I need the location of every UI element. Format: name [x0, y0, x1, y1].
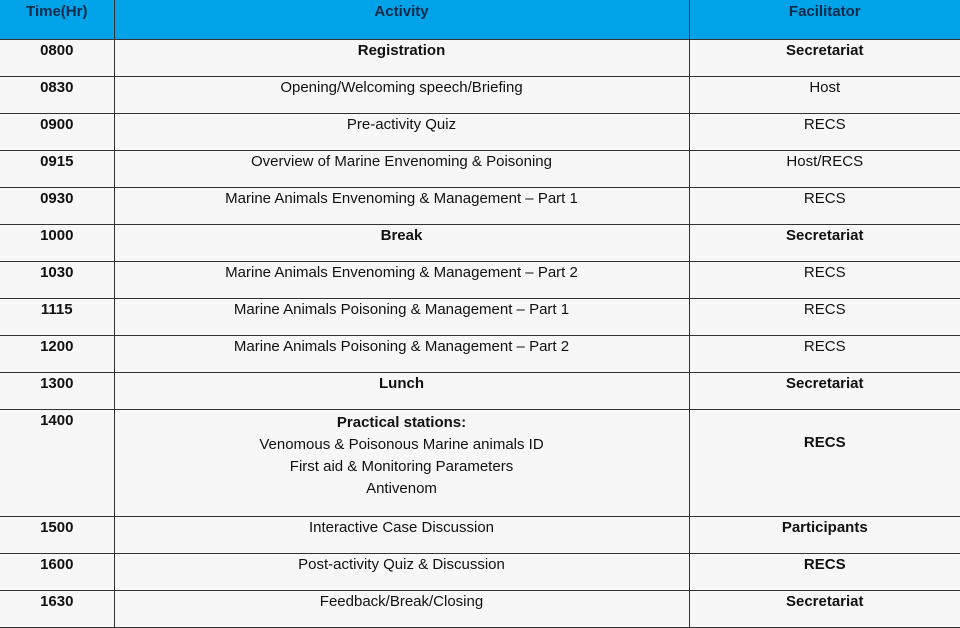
table-row — [0, 151, 960, 188]
table-row-practical — [0, 410, 960, 517]
table-row — [0, 299, 960, 336]
table-row — [0, 554, 960, 591]
facilitator-cell: Secretariat — [689, 225, 960, 262]
facilitator-cell: Secretariat — [689, 40, 960, 77]
time-cell: 0900 — [0, 114, 114, 151]
activity-cell: Marine Animals Envenoming & Management – Part 2 — [114, 262, 689, 299]
time-cell: 1200 — [0, 336, 114, 373]
facilitator-cell: RECS — [689, 188, 960, 225]
header-facilitator: Facilitator — [689, 0, 960, 40]
time-cell: 0930 — [0, 188, 114, 225]
time-cell: 0800 — [0, 40, 114, 77]
activity-cell: Post-activity Quiz & Discussion — [114, 554, 689, 591]
practical-item: First aid & Monitoring Parameters — [289, 458, 514, 475]
facilitator-cell: Host — [689, 77, 960, 114]
time-cell: 1630 — [0, 591, 114, 628]
time-cell: 1400 — [0, 410, 114, 517]
facilitator-cell: Secretariat — [689, 373, 960, 410]
time-cell: 1300 — [0, 373, 114, 410]
activity-cell: Registration — [114, 40, 689, 77]
activity-cell: Opening/Welcoming speech/Briefing — [114, 77, 689, 114]
table-row — [0, 114, 960, 151]
table-row — [0, 40, 960, 77]
table-row — [0, 373, 960, 410]
facilitator-cell — [689, 410, 960, 517]
practical-title: Practical stations: — [336, 414, 467, 431]
table-row — [0, 225, 960, 262]
practical-item: Antivenom — [366, 480, 437, 497]
facilitator-cell: Participants — [689, 517, 960, 554]
activity-cell: Pre-activity Quiz — [114, 114, 689, 151]
table-row — [0, 188, 960, 225]
practical-item: Venomous & Poisonous Marine animals ID — [259, 436, 544, 453]
table-row — [0, 77, 960, 114]
table-row — [0, 591, 960, 628]
activity-cell: Feedback/Break/Closing — [114, 591, 689, 628]
time-cell: 1600 — [0, 554, 114, 591]
practical-facilitator: RECS — [803, 434, 846, 451]
table-row — [0, 517, 960, 554]
activity-cell: Lunch — [114, 373, 689, 410]
facilitator-cell: RECS — [689, 554, 960, 591]
activity-cell: Overview of Marine Envenoming & Poisoning — [114, 151, 689, 188]
header-row — [0, 0, 960, 40]
table-row — [0, 336, 960, 373]
facilitator-cell: RECS — [689, 299, 960, 336]
time-cell: 1115 — [0, 299, 114, 336]
time-cell: 0830 — [0, 77, 114, 114]
time-cell: 1030 — [0, 262, 114, 299]
activity-cell: Marine Animals Poisoning & Management – Part 2 — [114, 336, 689, 373]
facilitator-cell: Secretariat — [689, 591, 960, 628]
header-activity: Activity — [114, 0, 689, 40]
activity-cell — [114, 410, 689, 517]
activity-cell: Break — [114, 225, 689, 262]
facilitator-cell: RECS — [689, 114, 960, 151]
time-cell: 1500 — [0, 517, 114, 554]
activity-cell: Marine Animals Poisoning & Management – Part 1 — [114, 299, 689, 336]
facilitator-cell: RECS — [689, 262, 960, 299]
table-row — [0, 262, 960, 299]
activity-cell: Marine Animals Envenoming & Management – Part 1 — [114, 188, 689, 225]
time-cell: 1000 — [0, 225, 114, 262]
header-time: Time(Hr) — [0, 0, 114, 40]
time-cell: 0915 — [0, 151, 114, 188]
facilitator-cell: Host/RECS — [689, 151, 960, 188]
activity-cell: Interactive Case Discussion — [114, 517, 689, 554]
facilitator-cell: RECS — [689, 336, 960, 373]
